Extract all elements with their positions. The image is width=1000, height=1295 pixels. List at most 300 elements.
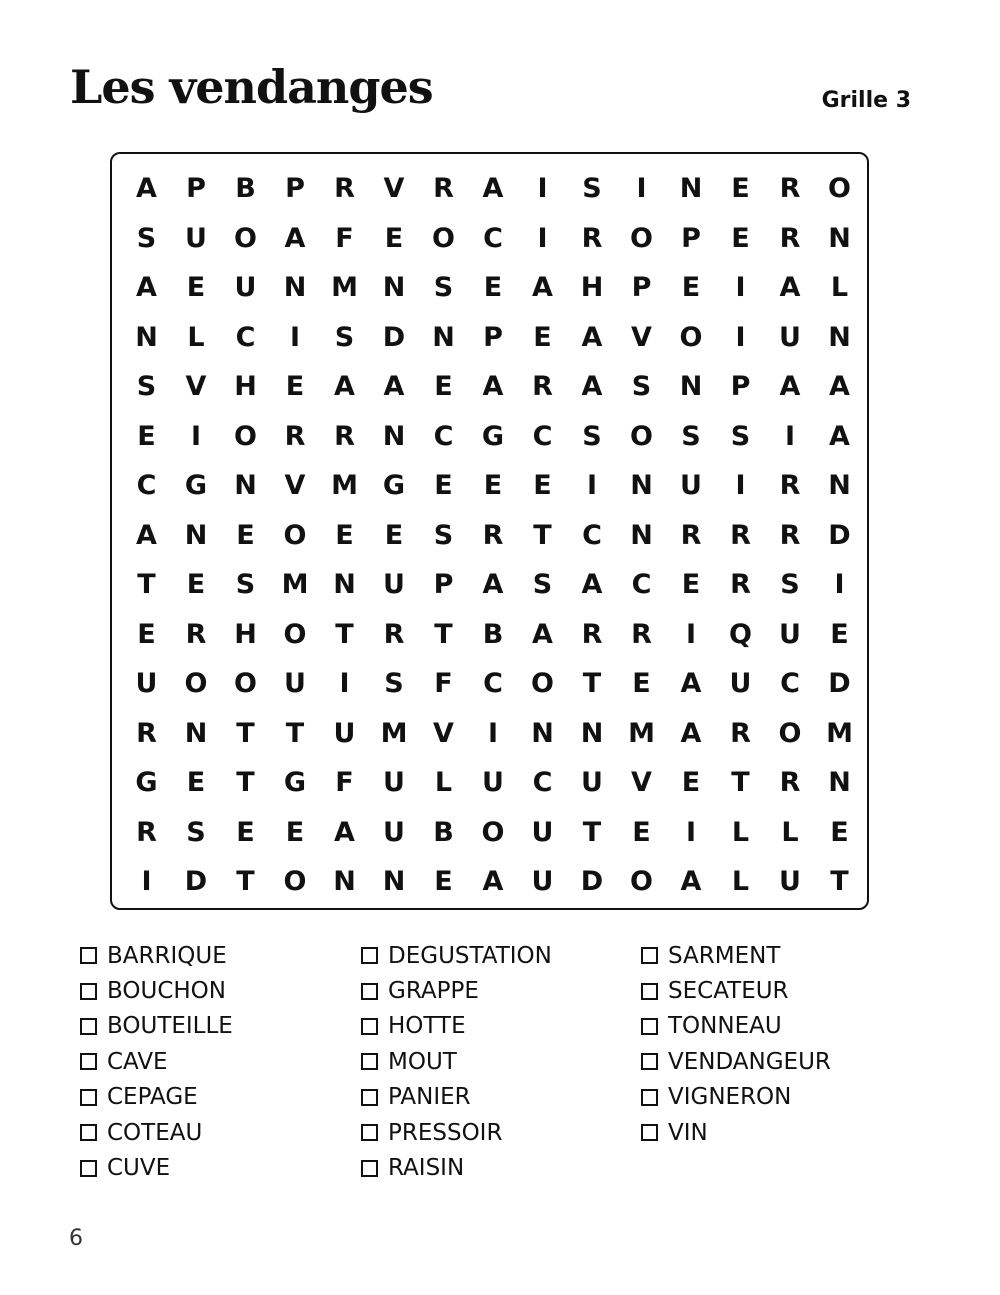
grid-letter[interactable]: M — [628, 717, 655, 749]
word-list-item — [80, 1150, 233, 1185]
grid-letter[interactable]: U — [779, 618, 801, 650]
grid-letter[interactable]: U — [284, 668, 306, 699]
grid-letter[interactable]: C — [483, 222, 503, 254]
word-list-item — [80, 938, 233, 973]
grid-letter[interactable]: R — [730, 717, 751, 749]
grid-letter[interactable]: R — [779, 519, 801, 551]
grid-letter[interactable]: E — [137, 618, 156, 650]
grid-letter[interactable]: B — [433, 816, 454, 848]
grid-letter[interactable]: I — [834, 569, 845, 600]
word-list-item — [80, 1009, 233, 1044]
grid-letter[interactable]: T — [236, 767, 255, 798]
grid-letter[interactable]: A — [532, 272, 553, 303]
grid-row — [112, 318, 867, 358]
word-label: PANIER — [388, 1084, 471, 1111]
grid-letter[interactable]: L — [830, 272, 849, 303]
grid-letter[interactable]: I — [190, 420, 202, 452]
grid-row — [112, 169, 867, 209]
grid-letter[interactable]: C — [235, 321, 256, 353]
grid-letter[interactable]: E — [483, 272, 503, 303]
grid-letter[interactable]: I — [141, 866, 152, 897]
checkbox-icon[interactable] — [361, 983, 378, 1000]
grid-letter[interactable]: F — [335, 222, 354, 254]
grid-letter[interactable]: D — [580, 866, 604, 897]
grid-letter[interactable]: D — [382, 321, 406, 353]
grid-letter[interactable]: M — [331, 470, 358, 501]
grid-letter[interactable]: S — [433, 519, 454, 551]
grid-letter[interactable]: D — [828, 519, 851, 551]
word-list-column — [80, 938, 233, 1186]
grid-letter[interactable]: M — [380, 717, 408, 749]
grid-letter[interactable]: V — [631, 321, 652, 353]
grid-letter[interactable]: C — [582, 519, 602, 551]
grid-letter[interactable]: E — [236, 816, 255, 848]
grid-letter[interactable]: N — [184, 519, 208, 551]
grid-letter[interactable]: A — [482, 866, 504, 897]
grid-letter[interactable]: U — [185, 222, 207, 254]
grid-letter[interactable]: A — [383, 371, 405, 402]
grid-letter[interactable]: E — [137, 420, 156, 452]
word-label: SECATEUR — [668, 978, 789, 1005]
grid-letter[interactable]: O — [283, 519, 307, 551]
word-list — [80, 938, 940, 1188]
word-label: VIGNERON — [668, 1084, 792, 1111]
grid-letter[interactable]: O — [679, 321, 703, 353]
grid-letter[interactable]: N — [333, 866, 356, 897]
word-label: BOUCHON — [107, 978, 226, 1005]
grid-letter[interactable]: R — [284, 420, 306, 452]
word-label: BARRIQUE — [107, 942, 227, 969]
grid-letter[interactable]: H — [580, 272, 604, 303]
grid-letter[interactable]: R — [482, 519, 504, 551]
checkbox-icon[interactable] — [641, 947, 658, 964]
grid-letter[interactable]: R — [334, 420, 355, 452]
grid-letter[interactable]: E — [335, 519, 354, 551]
grid-letter[interactable]: A — [136, 272, 157, 303]
checkbox-icon[interactable] — [80, 1053, 97, 1070]
checkbox-icon[interactable] — [641, 983, 658, 1000]
grid-letter[interactable]: N — [630, 470, 653, 501]
grid-letter[interactable]: P — [186, 173, 206, 204]
grid-letter[interactable]: E — [731, 173, 750, 204]
grid-letter[interactable]: E — [533, 470, 552, 501]
checkbox-icon[interactable] — [361, 1124, 378, 1141]
grid-letter[interactable]: E — [384, 222, 404, 254]
grid-letter[interactable]: U — [383, 569, 405, 600]
grid-letter[interactable]: S — [136, 222, 157, 254]
grid-letter[interactable]: S — [780, 569, 800, 600]
checkbox-icon[interactable] — [641, 1018, 658, 1035]
grid-letter[interactable]: R — [383, 618, 405, 650]
grid-letter[interactable]: E — [681, 767, 701, 798]
grid-letter[interactable]: M — [826, 717, 853, 749]
word-list-item — [641, 1044, 831, 1079]
grid-row — [112, 268, 867, 308]
grid-letter[interactable]: R — [581, 618, 603, 650]
grid-letter[interactable]: G — [283, 767, 307, 798]
word-label: DEGUSTATION — [388, 942, 552, 969]
grid-letter[interactable]: O — [184, 668, 208, 699]
grid-letter[interactable]: V — [383, 173, 405, 204]
grid-letter[interactable]: A — [284, 222, 306, 254]
grid-letter[interactable]: I — [685, 816, 697, 848]
grid-letter[interactable]: U — [333, 717, 356, 749]
grid-letter[interactable]: R — [136, 816, 157, 848]
grid-letter[interactable]: U — [581, 767, 603, 798]
grid-letter[interactable]: C — [780, 668, 800, 699]
grid-letter[interactable]: N — [580, 717, 604, 749]
word-label: TONNEAU — [668, 1013, 782, 1040]
grid-letter[interactable]: I — [537, 173, 548, 204]
grid-letter[interactable]: T — [236, 866, 255, 897]
grid-letter[interactable]: A — [779, 272, 801, 303]
grid-row — [112, 516, 867, 556]
grid-letter[interactable]: N — [679, 173, 703, 204]
grid-letter[interactable]: C — [631, 569, 652, 600]
grid-letter[interactable]: O — [283, 866, 307, 897]
grid-letter[interactable]: R — [730, 519, 751, 551]
grid-letter[interactable]: N — [828, 222, 851, 254]
grid-letter[interactable]: S — [334, 321, 355, 353]
grid-letter[interactable]: I — [586, 470, 598, 501]
word-label: HOTTE — [388, 1013, 466, 1040]
grid-letter[interactable]: S — [582, 173, 602, 204]
grid-letter[interactable]: C — [136, 470, 157, 501]
grid-letter[interactable]: G — [481, 420, 505, 452]
grid-letter[interactable]: T — [285, 717, 305, 749]
grid-row — [112, 615, 867, 655]
grid-letter[interactable]: E — [731, 222, 750, 254]
grid-letter[interactable]: N — [382, 420, 406, 452]
checkbox-icon[interactable] — [80, 1089, 97, 1106]
grid-letter[interactable]: N — [382, 272, 406, 303]
grid-letter[interactable]: N — [679, 371, 703, 402]
word-list-item — [641, 1080, 831, 1115]
word-list-item — [641, 1115, 831, 1150]
grid-letter[interactable]: R — [631, 618, 652, 650]
grid-letter[interactable]: L — [731, 816, 750, 848]
word-label: PRESSOIR — [388, 1119, 503, 1146]
grid-letter[interactable]: S — [186, 816, 206, 848]
grid-letter[interactable]: Q — [729, 618, 752, 650]
grid-letter[interactable]: I — [289, 321, 301, 353]
word-list-item — [641, 973, 831, 1008]
grid-letter[interactable]: C — [483, 668, 503, 699]
word-label: CAVE — [107, 1048, 168, 1075]
grid-letter[interactable]: U — [680, 470, 702, 501]
grid-letter[interactable]: A — [482, 569, 504, 600]
checkbox-icon[interactable] — [641, 1053, 658, 1070]
checkbox-icon[interactable] — [80, 983, 97, 1000]
grid-letter[interactable]: M — [281, 569, 309, 600]
grid-letter[interactable]: D — [184, 866, 208, 897]
grid-letter[interactable]: N — [828, 470, 851, 501]
grid-letter[interactable]: E — [384, 519, 404, 551]
word-list-column — [361, 938, 552, 1186]
word-label: CUVE — [107, 1155, 171, 1182]
grid-letter[interactable]: R — [779, 222, 801, 254]
word-label: CEPAGE — [107, 1084, 198, 1111]
word-search-grid — [110, 152, 869, 910]
grid-letter[interactable]: E — [632, 668, 651, 699]
word-list-item — [641, 1009, 831, 1044]
grid-letter[interactable]: A — [482, 371, 504, 402]
word-label: MOUT — [388, 1048, 457, 1075]
grid-letter[interactable]: A — [680, 668, 702, 699]
grid-letter[interactable]: B — [482, 618, 504, 650]
grid-letter[interactable]: R — [779, 767, 801, 798]
grid-letter[interactable]: I — [784, 420, 796, 452]
grid-letter[interactable]: S — [631, 371, 652, 402]
word-list-item — [361, 1115, 552, 1150]
grid-letter[interactable]: O — [630, 420, 653, 452]
grid-letter[interactable]: A — [829, 371, 850, 402]
grid-letter[interactable]: E — [186, 569, 206, 600]
grid-letter[interactable]: U — [779, 866, 801, 897]
grid-letter[interactable]: S — [136, 371, 157, 402]
checkbox-icon[interactable] — [361, 1053, 378, 1070]
grid-letter[interactable]: E — [434, 470, 453, 501]
grid-letter[interactable]: R — [334, 173, 355, 204]
grid-letter[interactable]: N — [184, 717, 208, 749]
checkbox-icon[interactable] — [361, 1089, 378, 1106]
grid-letter[interactable]: R — [730, 569, 751, 600]
word-label: GRAPPE — [388, 978, 479, 1005]
grid-letter[interactable]: A — [532, 618, 553, 650]
grid-letter[interactable]: N — [382, 866, 406, 897]
grid-letter[interactable]: O — [481, 816, 505, 848]
grid-letter[interactable]: E — [681, 272, 701, 303]
grid-letter[interactable]: R — [433, 173, 454, 204]
grid-letter[interactable]: P — [730, 371, 751, 402]
grid-letter[interactable]: I — [735, 470, 746, 501]
grid-letter[interactable]: S — [235, 569, 256, 600]
grid-letter[interactable]: I — [735, 321, 746, 353]
grid-letter[interactable]: O — [234, 222, 257, 254]
grid-letter[interactable]: R — [779, 173, 801, 204]
grid-letter[interactable]: P — [285, 173, 305, 204]
grid-letter[interactable]: I — [636, 173, 647, 204]
grid-letter[interactable]: A — [334, 371, 355, 402]
grid-letter[interactable]: S — [681, 420, 701, 452]
grid-letter[interactable]: A — [581, 569, 603, 600]
grid-letter[interactable]: E — [285, 371, 305, 402]
grid-row — [112, 813, 867, 853]
grid-letter[interactable]: T — [533, 519, 552, 551]
word-label: BOUTEILLE — [107, 1013, 233, 1040]
grid-letter[interactable]: H — [234, 618, 257, 650]
grid-letter[interactable]: A — [829, 420, 850, 452]
grid-letter[interactable]: R — [581, 222, 603, 254]
grid-letter[interactable]: O — [630, 866, 653, 897]
grid-letter[interactable]: R — [779, 470, 801, 501]
grid-letter[interactable]: B — [235, 173, 256, 204]
grid-letter[interactable]: T — [137, 569, 156, 600]
grid-letter[interactable]: R — [185, 618, 207, 650]
grid-letter[interactable]: E — [830, 816, 849, 848]
grid-letter[interactable]: U — [234, 272, 257, 303]
grid-letter[interactable]: N — [828, 767, 851, 798]
checkbox-icon[interactable] — [361, 1018, 378, 1035]
grid-letter[interactable]: O — [630, 222, 653, 254]
word-list-item — [641, 938, 831, 973]
grid-letter[interactable]: U — [531, 816, 554, 848]
grid-letter[interactable]: O — [778, 717, 802, 749]
grid-letter[interactable]: H — [234, 371, 257, 402]
grid-letter[interactable]: P — [483, 321, 503, 353]
grid-letter[interactable]: D — [828, 668, 851, 699]
grid-letter[interactable]: A — [136, 173, 157, 204]
grid-letter[interactable]: T — [731, 767, 750, 798]
grid-letter[interactable]: V — [284, 470, 306, 501]
grid-letter[interactable]: V — [631, 767, 652, 798]
grid-letter[interactable]: V — [433, 717, 454, 749]
grid-letter[interactable]: I — [735, 272, 746, 303]
grid-letter[interactable]: N — [432, 321, 455, 353]
grid-letter[interactable]: N — [234, 470, 257, 501]
grid-letter[interactable]: I — [487, 717, 499, 749]
word-list-item — [361, 1009, 552, 1044]
grid-letter[interactable]: N — [135, 321, 158, 353]
grid-letter[interactable]: F — [335, 767, 354, 798]
grid-letter[interactable]: E — [434, 866, 453, 897]
grid-letter[interactable]: T — [830, 866, 849, 897]
grid-letter[interactable]: U — [779, 321, 801, 353]
grid-letter[interactable]: T — [582, 668, 602, 699]
grid-row — [112, 664, 867, 704]
grid-letter[interactable]: E — [186, 767, 206, 798]
grid-row — [112, 862, 867, 902]
grid-letter[interactable]: U — [383, 767, 405, 798]
word-list-item — [361, 938, 552, 973]
grid-letter[interactable]: I — [685, 618, 697, 650]
grid-row — [112, 417, 867, 457]
grid-letter[interactable]: U — [135, 668, 158, 699]
word-label: SARMENT — [668, 942, 781, 969]
grid-letter[interactable]: N — [333, 569, 356, 600]
grid-letter[interactable]: S — [730, 420, 751, 452]
grid-letter[interactable]: U — [482, 767, 504, 798]
grid-row — [112, 466, 867, 506]
grid-letter[interactable]: A — [680, 866, 702, 897]
grid-letter[interactable]: C — [433, 420, 454, 452]
grid-letter[interactable]: E — [681, 569, 701, 600]
grid-letter[interactable]: U — [729, 668, 752, 699]
grid-letter[interactable]: N — [630, 519, 653, 551]
grid-letter[interactable]: O — [531, 668, 554, 699]
grid-letter[interactable]: E — [285, 816, 305, 848]
grid-letter[interactable]: S — [532, 569, 553, 600]
grid-letter[interactable]: O — [234, 668, 257, 699]
grid-letter[interactable]: O — [828, 173, 851, 204]
checkbox-icon[interactable] — [80, 1124, 97, 1141]
word-label: VIN — [668, 1119, 708, 1146]
grid-letter[interactable]: N — [828, 321, 851, 353]
grid-letter[interactable]: G — [184, 470, 208, 501]
grid-letter[interactable]: A — [581, 321, 603, 353]
grid-letter[interactable]: A — [581, 371, 603, 402]
grid-letter[interactable]: T — [236, 717, 255, 749]
grid-row — [112, 714, 867, 754]
word-list-item — [80, 1115, 233, 1150]
word-list-item — [361, 1080, 552, 1115]
grid-letter[interactable]: L — [187, 321, 205, 353]
word-list-item — [361, 1044, 552, 1079]
grid-letter[interactable]: V — [185, 371, 207, 402]
grid-letter[interactable]: E — [483, 470, 503, 501]
grid-letter[interactable]: A — [334, 816, 355, 848]
grid-letter[interactable]: E — [632, 816, 651, 848]
word-list-item — [80, 1044, 233, 1079]
grid-letter[interactable]: A — [779, 371, 801, 402]
grid-letter[interactable]: C — [532, 420, 553, 452]
grid-letter[interactable]: R — [136, 717, 157, 749]
checkbox-icon[interactable] — [641, 1089, 658, 1106]
grid-letter[interactable]: N — [283, 272, 307, 303]
grid-letter[interactable]: F — [434, 668, 453, 699]
grid-letter[interactable]: E — [434, 371, 453, 402]
grid-letter[interactable]: E — [186, 272, 206, 303]
word-label: COTEAU — [107, 1119, 203, 1146]
grid-letter[interactable]: O — [432, 222, 455, 254]
grid-letter[interactable]: L — [781, 816, 799, 848]
grid-letter[interactable]: E — [236, 519, 255, 551]
word-list-item — [361, 973, 552, 1008]
grid-letter[interactable]: L — [731, 866, 750, 897]
grid-letter[interactable]: N — [531, 717, 554, 749]
grid-letter[interactable]: T — [582, 816, 602, 848]
grid-letter[interactable]: G — [382, 470, 406, 501]
page-title: Les vendanges — [70, 60, 433, 114]
grid-letter[interactable]: S — [384, 668, 404, 699]
grid-letter[interactable]: A — [136, 519, 157, 551]
grid-row — [112, 565, 867, 605]
checkbox-icon[interactable] — [80, 947, 97, 964]
checkbox-icon[interactable] — [80, 1160, 97, 1177]
grid-letter[interactable]: E — [830, 618, 849, 650]
checkbox-icon[interactable] — [361, 947, 378, 964]
grid-letter[interactable]: T — [434, 618, 453, 650]
grid-letter[interactable]: U — [383, 816, 405, 848]
grid-letter[interactable]: U — [531, 866, 554, 897]
grid-letter[interactable]: I — [339, 668, 350, 699]
grid-letter[interactable]: C — [532, 767, 553, 798]
grid-number-label: Grille 3 — [821, 88, 911, 113]
checkbox-icon[interactable] — [80, 1018, 97, 1035]
grid-letter[interactable]: S — [582, 420, 602, 452]
grid-letter[interactable]: P — [681, 222, 701, 254]
grid-letter[interactable]: T — [335, 618, 354, 650]
word-list-item — [361, 1150, 552, 1185]
grid-letter[interactable]: G — [135, 767, 158, 798]
grid-letter[interactable]: L — [434, 767, 453, 798]
grid-letter[interactable]: I — [537, 222, 548, 254]
checkbox-icon[interactable] — [361, 1160, 378, 1177]
grid-letter[interactable]: R — [532, 371, 553, 402]
checkbox-icon[interactable] — [641, 1124, 658, 1141]
grid-row — [112, 219, 867, 259]
grid-letter[interactable]: O — [283, 618, 307, 650]
grid-letter[interactable]: A — [482, 173, 504, 204]
grid-letter[interactable]: P — [433, 569, 454, 600]
grid-letter[interactable]: M — [331, 272, 358, 303]
grid-letter[interactable]: S — [433, 272, 454, 303]
grid-letter[interactable]: R — [680, 519, 702, 551]
grid-letter[interactable]: A — [680, 717, 702, 749]
grid-letter[interactable]: O — [234, 420, 257, 452]
grid-letter[interactable]: P — [631, 272, 652, 303]
grid-letter[interactable]: E — [533, 321, 552, 353]
